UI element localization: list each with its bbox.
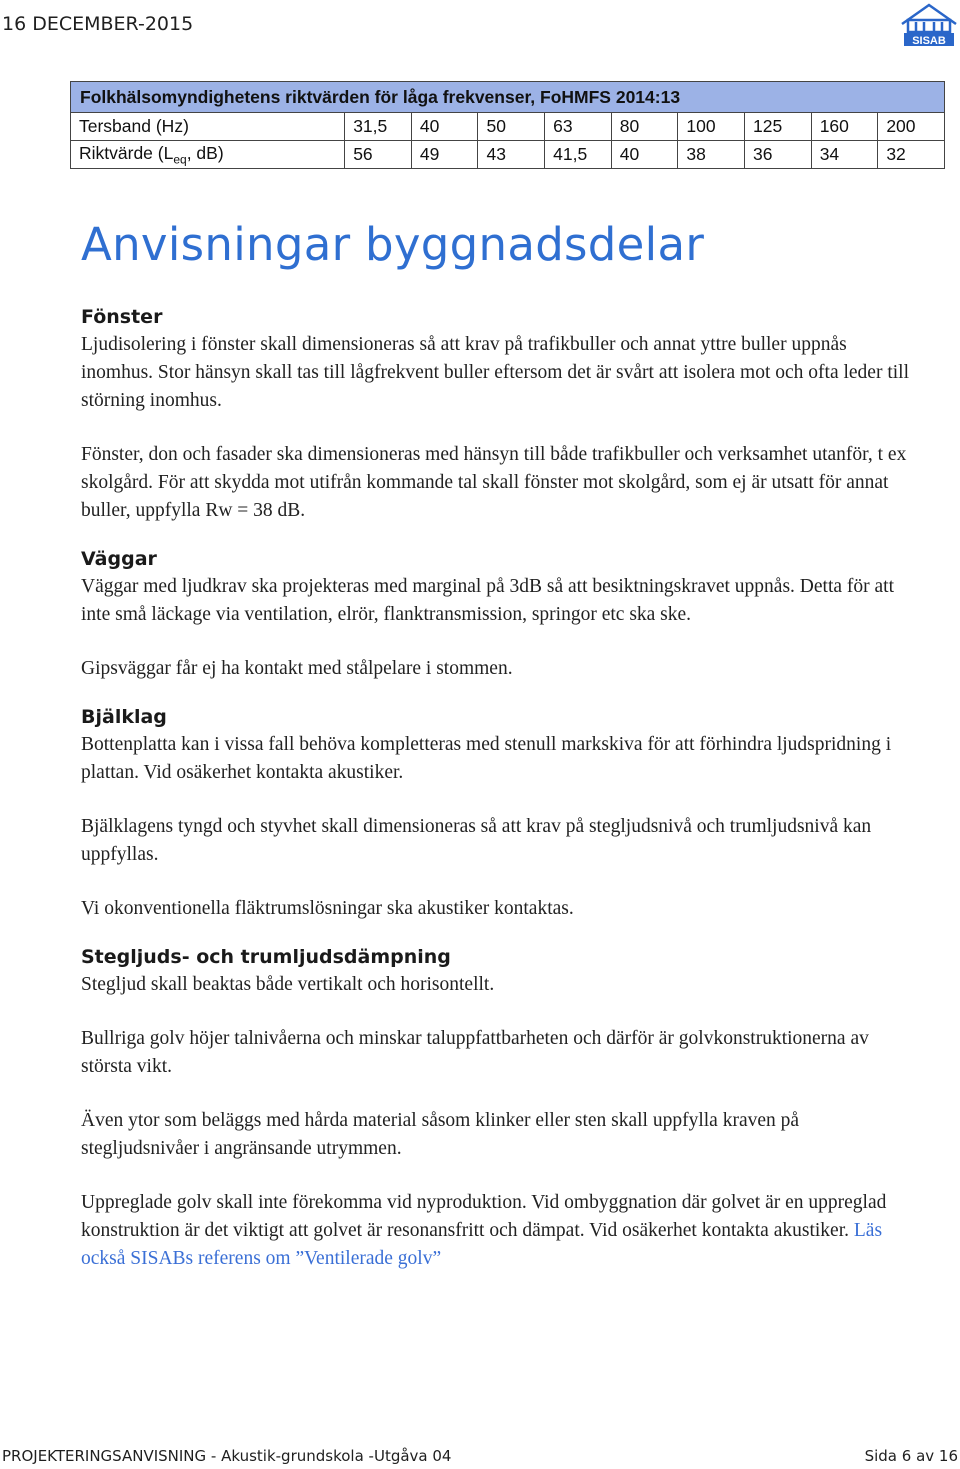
table-row [71, 141, 945, 169]
table-cell: 160 [811, 113, 878, 141]
table-cell: 43 [478, 141, 545, 169]
sisab-logo [898, 2, 960, 48]
paragraph [81, 1189, 921, 1273]
table-caption: Folkhälsomyndighetens riktvärden för låga frekvenser, FoHMFS 2014:13 [71, 82, 945, 113]
section-heading-vaggar: Väggar [81, 548, 157, 570]
logo-text: SISAB [912, 35, 946, 47]
ventilated-floor-link[interactable]: Läs också SISABs referens om ”Ventilerade golv” [81, 1220, 883, 1269]
table-cell: 49 [411, 141, 478, 169]
page-title: Anvisningar byggnadsdelar [81, 218, 705, 271]
footer-document-title: PROJEKTERINGSANVISNING - Akustik-grundskola -Utgåva 04 [2, 1447, 452, 1465]
table-cell: 31,5 [345, 113, 412, 141]
table-cell: 56 [345, 141, 412, 169]
row-label-frequency: Tersband (Hz) [71, 113, 345, 141]
table-cell: 41,5 [545, 141, 612, 169]
table-cell: 125 [745, 113, 812, 141]
paragraph: Bjälklagens tyngd och styvhet skall dimensioneras så att krav på stegljudsnivå och trumljudsnivå kan uppfyllas. [81, 816, 872, 865]
header-date: 16 DECEMBER-2015 [2, 13, 194, 35]
section-heading-stegljud: Stegljuds- och trumljudsdämpning [81, 946, 451, 968]
footer-page-number: Sida 6 av 16 [864, 1447, 958, 1465]
paragraph: Vi okonventionella fläktrumslösningar ska akustiker kontaktas. [81, 898, 574, 919]
table-cell: 63 [545, 113, 612, 141]
table-cell: 32 [878, 141, 945, 169]
paragraph: Bullriga golv höjer talnivåerna och minskar taluppfattbarheten och därför är golvkonstruktionerna av största vikt. [81, 1028, 869, 1077]
table-cell: 200 [878, 113, 945, 141]
table-cell: 50 [478, 113, 545, 141]
section-heading-bjalklag: Bjälklag [81, 706, 167, 728]
paragraph: Stegljud skall beaktas både vertikalt och horisontellt. [81, 974, 495, 995]
paragraph: Bottenplatta kan i vissa fall behöva kompletteras med stenull markskiva för att förhindra ljudspridning i plattan. Vid osäkerhet kontakta akustiker. [81, 734, 892, 783]
paragraph: Ljudisolering i fönster skall dimensioneras så att krav på trafikbuller och annat yttre buller uppnås inomhus. Stor hänsyn skall tas till lågfrekvent buller eftersom det är svårt att isolera mot och ofta leder till störning inomhus. [81, 334, 909, 411]
table-cell: 38 [678, 141, 745, 169]
paragraph-text: Uppreglade golv skall inte förekomma vid nyproduktion. Vid ombyggnation där golvet är en uppreglad konstruktion är det viktigt att golvet är resonansfritt och dämpat. Vid osäkerhet kontakta akustiker. [81, 1192, 887, 1241]
table-cell: 34 [811, 141, 878, 169]
paragraph: Fönster, don och fasader ska dimensioneras med hänsyn till både trafikbuller och verksamhet utanför, t ex skolgård. För att skydda mot utifrån kommande tal skall fönster mot skolgård, som ej är utsatt för annat buller, uppfylla Rw = 38 dB. [81, 444, 907, 521]
frequency-table [70, 81, 945, 169]
table-cell: 100 [678, 113, 745, 141]
table-cell: 40 [411, 113, 478, 141]
table-row [71, 113, 945, 141]
paragraph: Väggar med ljudkrav ska projekteras med marginal på 3dB så att besiktningskravet uppnås. Detta för att inte små läckage via ventilation, elrör, flanktransmission, springor etc ska ske. [81, 576, 894, 625]
paragraph: Gipsväggar får ej ha kontakt med stålpelare i stommen. [81, 658, 513, 679]
table-cell: 40 [611, 141, 678, 169]
section-heading-fonster: Fönster [81, 306, 163, 328]
paragraph: Även ytor som beläggs med hårda material såsom klinker eller sten skall uppfylla kraven på stegljudsnivåer i angränsande utrymmen. [81, 1110, 800, 1159]
row-label-guideline: Riktvärde ($L_{eq}$, dB) [71, 141, 345, 169]
table-cell: 80 [611, 113, 678, 141]
document-body [81, 303, 921, 1273]
table-cell: 36 [745, 141, 812, 169]
